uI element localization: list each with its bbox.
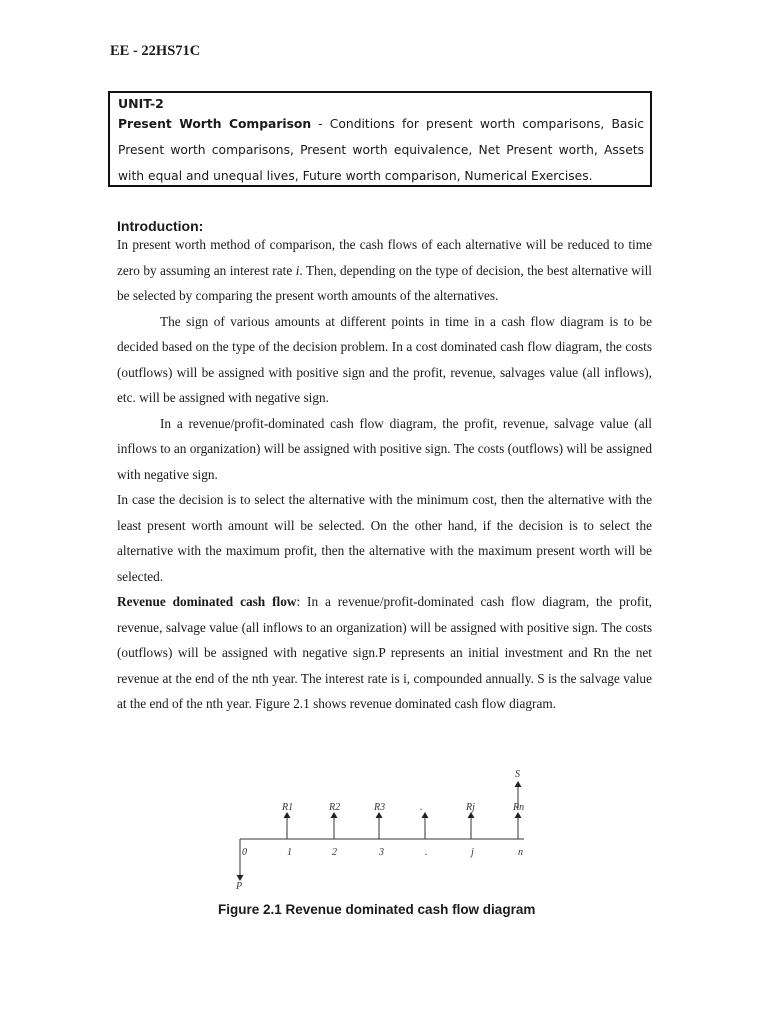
paragraph-1-text-b: . Then, depending on the type of decision, the best alternative will be selected by comparing the present worth amounts of the alternatives. bbox=[117, 262, 652, 303]
time-label: n bbox=[518, 847, 523, 858]
revenue-label: Rj bbox=[466, 802, 475, 813]
time-label: 1 bbox=[287, 847, 292, 858]
paragraph-4: In case the decision is to select the alternative with the minimum cost, then the alternative with the least present worth amount will be selected. On the other hand, if the decision is to select the alternative with the maximum profit, then the alternative with the maximum present worth will be selected. bbox=[117, 492, 652, 584]
revenue-label: R1 bbox=[282, 802, 294, 813]
paragraph-5-text: : In a revenue/profit-dominated cash flow diagram, the profit, revenue, salvage value (all inflows to an organization) will be assigned with positive sign. The costs (outflows) will be assigned with negative sign.P represents an initial investment and Rn the net revenue at the end of the nth year. The interest rate is i, compounded annually. S is the salvage value at the end of the nth year. Figure 2.1 shows revenue dominated cash flow diagram. bbox=[117, 594, 652, 711]
revenue-label: R3 bbox=[374, 802, 386, 813]
paragraph-1 bbox=[117, 232, 652, 309]
unit-summary-box bbox=[108, 91, 652, 187]
revenue-label: Rn bbox=[513, 802, 525, 813]
investment-label: P bbox=[236, 881, 243, 892]
time-label: j bbox=[471, 847, 474, 858]
course-code: EE - 22HS71C bbox=[110, 43, 201, 59]
revenue-dominated-term: Revenue dominated cash flow bbox=[117, 594, 297, 609]
time-label: 0 bbox=[242, 847, 247, 858]
revenue-label: R2 bbox=[329, 802, 341, 813]
interest-rate-symbol: i bbox=[295, 262, 300, 278]
paragraph-1-text-a: In present worth method of comparison, the cash flows of each alternative will be reduced to time zero by assuming an interest rate bbox=[117, 237, 652, 278]
paragraph-5 bbox=[117, 589, 652, 717]
time-labels bbox=[242, 847, 523, 858]
paragraph-2: The sign of various amounts at different points in time in a cash flow diagram is to be decided based on the type of the decision problem. In a cost dominated cash flow diagram, the costs (outflows) will be assigned with positive sign and the profit, revenue, salvages value (all inflows), etc. will be assigned with negative sign. bbox=[117, 313, 652, 405]
revenue-arrows bbox=[281, 802, 524, 839]
salvage-label: S bbox=[515, 769, 520, 780]
paragraph-3: In a revenue/profit-dominated cash flow diagram, the profit, revenue, salvage value (all inflows to an organization) will be assigned with positive sign. The costs (outflows) will be assigned with negative sign. bbox=[117, 415, 653, 482]
time-label: 2 bbox=[332, 847, 337, 858]
unit-topic: Present Worth Comparison bbox=[118, 117, 312, 131]
unit-description bbox=[118, 111, 644, 189]
time-label: . bbox=[425, 847, 428, 858]
time-label: 3 bbox=[379, 847, 384, 858]
unit-title: UNIT-2 bbox=[118, 96, 164, 111]
introduction-heading: Introduction: bbox=[117, 218, 204, 234]
figure-caption: Figure 2.1 Revenue dominated cash flow diagram bbox=[218, 902, 536, 917]
cash-flow-diagram bbox=[222, 760, 552, 900]
unit-topic-details: - Conditions for present worth comparisons, Basic Present worth comparisons, Present worth equivalence, Net Present worth, Assets with equal and unequal lives, Future worth comparison, Numerical Exercises. bbox=[118, 117, 644, 183]
body-text bbox=[117, 232, 652, 717]
revenue-label: . bbox=[420, 802, 423, 813]
